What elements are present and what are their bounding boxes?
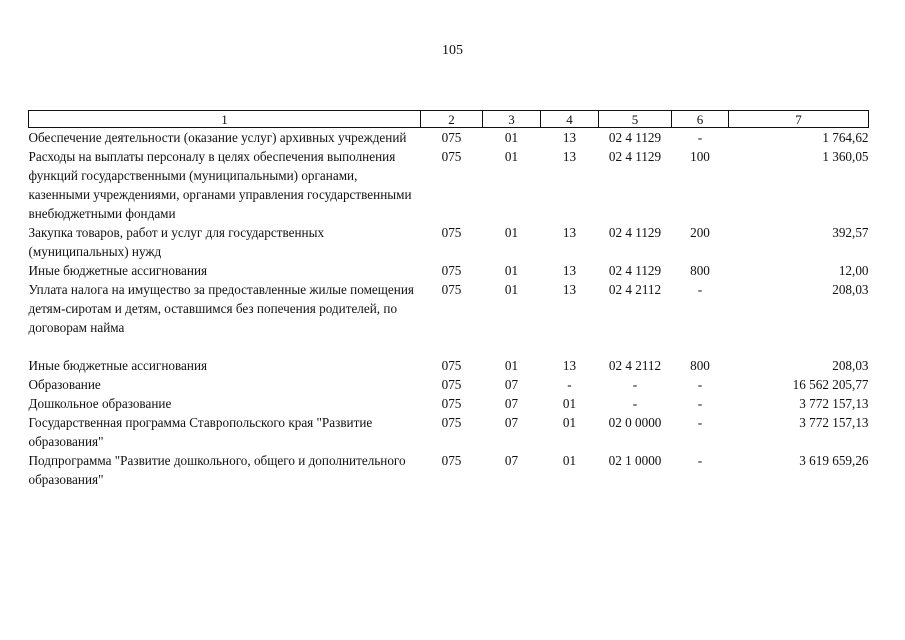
row-section-code: 01 [504, 282, 519, 297]
row-ministry-code: 075 [441, 130, 462, 145]
spacer-cell [29, 337, 869, 356]
row-ministry-code: 075 [441, 453, 462, 468]
row-expense-type: - [697, 415, 703, 430]
table-row [29, 394, 869, 413]
row-section-code: 01 [504, 130, 519, 145]
row-name: Дошкольное образование [28, 396, 172, 411]
row-target-item: - [632, 396, 638, 411]
row-subsection-code: 13 [562, 225, 577, 240]
row-name: Обеспечение деятельности (оказание услуг) архивных учреждений [28, 130, 407, 145]
row-expense-type: - [697, 282, 703, 297]
row-name: Иные бюджетные ассигнования [28, 358, 208, 373]
row-amount: 3 619 659,26 [799, 453, 869, 468]
row-subsection-code: 13 [562, 149, 577, 164]
header-col-2: 2 [421, 111, 483, 128]
row-subsection-code: 13 [562, 130, 577, 145]
spacer-row [29, 337, 869, 356]
row-amount: 3 772 157,13 [799, 396, 869, 411]
row-amount: 12,00 [838, 263, 869, 278]
row-expense-type: 200 [690, 225, 710, 240]
row-subsection-code: 13 [562, 358, 577, 373]
table-row [29, 375, 869, 394]
row-section-code: 07 [504, 396, 519, 411]
row-ministry-code: 075 [441, 377, 462, 392]
row-section-code: 01 [504, 225, 519, 240]
row-expense-type: 800 [690, 263, 710, 278]
row-subsection-code: 13 [562, 263, 577, 278]
row-section-code: 07 [504, 415, 519, 430]
table-row [29, 280, 869, 337]
row-amount: 1 360,05 [822, 149, 869, 164]
row-subsection-code: 13 [562, 282, 577, 297]
row-expense-type: 800 [690, 358, 710, 373]
header-col-6: 6 [672, 111, 729, 128]
row-name: Государственная программа Ставропольского края "Развитие образования" [28, 415, 373, 449]
row-target-item: 02 0 0000 [608, 415, 662, 430]
row-expense-type: - [697, 130, 703, 145]
header-col-5: 5 [599, 111, 672, 128]
table-row [29, 451, 869, 489]
table-row [29, 261, 869, 280]
row-amount: 1 764,62 [822, 130, 869, 145]
row-target-item: 02 4 2112 [608, 358, 662, 373]
row-target-item: 02 4 1129 [608, 225, 662, 240]
row-ministry-code: 075 [441, 358, 462, 373]
row-ministry-code: 075 [441, 263, 462, 278]
table-row [29, 128, 869, 148]
table-header-row [29, 111, 869, 128]
header-col-3: 3 [483, 111, 541, 128]
row-amount: 3 772 157,13 [799, 415, 869, 430]
table-row [29, 147, 869, 223]
row-expense-type: 100 [690, 149, 710, 164]
header-col-7: 7 [729, 111, 869, 128]
table-row [29, 223, 869, 261]
row-name: Закупка товаров, работ и услуг для государственных (муниципальных) нужд [28, 225, 325, 259]
row-target-item: - [632, 377, 638, 392]
row-name: Уплата налога на имущество за предоставленные жилые помещения детям-сиротам и детям, оставшимся без попечения родителей, по договорам найма [28, 282, 414, 335]
header-col-1: 1 [29, 111, 421, 128]
table-row [29, 413, 869, 451]
row-name: Образование [28, 377, 101, 392]
row-subsection-code: 01 [562, 453, 577, 468]
row-name: Иные бюджетные ассигнования [28, 263, 208, 278]
row-ministry-code: 075 [441, 415, 462, 430]
row-target-item: 02 4 1129 [608, 263, 662, 278]
row-name: Расходы на выплаты персоналу в целях обеспечения выполнения функций государственными (муниципальными) органами, казенными учреждениями, органами управления государственными внебюджетными фондами [28, 149, 412, 221]
table-row [29, 356, 869, 375]
row-subsection-code: 01 [562, 396, 577, 411]
row-ministry-code: 075 [441, 225, 462, 240]
row-amount: 208,03 [832, 358, 869, 373]
row-section-code: 01 [504, 149, 519, 164]
row-amount: 16 562 205,77 [792, 377, 869, 392]
header-col-4: 4 [541, 111, 599, 128]
row-section-code: 01 [504, 358, 519, 373]
row-name: Подпрограмма "Развитие дошкольного, общего и дополнительного образования" [28, 453, 406, 487]
row-ministry-code: 075 [441, 396, 462, 411]
row-ministry-code: 075 [441, 149, 462, 164]
row-target-item: 02 4 1129 [608, 149, 662, 164]
row-target-item: 02 4 2112 [608, 282, 662, 297]
row-section-code: 07 [504, 453, 519, 468]
row-subsection-code: - [567, 377, 572, 392]
row-section-code: 07 [504, 377, 519, 392]
row-expense-type: - [697, 396, 703, 411]
row-expense-type: - [697, 453, 703, 468]
row-amount: 208,03 [832, 282, 869, 297]
row-section-code: 01 [504, 263, 519, 278]
row-target-item: 02 4 1129 [608, 130, 662, 145]
page-number: 105 [442, 43, 463, 58]
budget-table [28, 110, 869, 489]
row-target-item: 02 1 0000 [608, 453, 662, 468]
row-expense-type: - [697, 377, 703, 392]
row-ministry-code: 075 [441, 282, 462, 297]
row-subsection-code: 01 [562, 415, 577, 430]
row-amount: 392,57 [832, 225, 869, 240]
